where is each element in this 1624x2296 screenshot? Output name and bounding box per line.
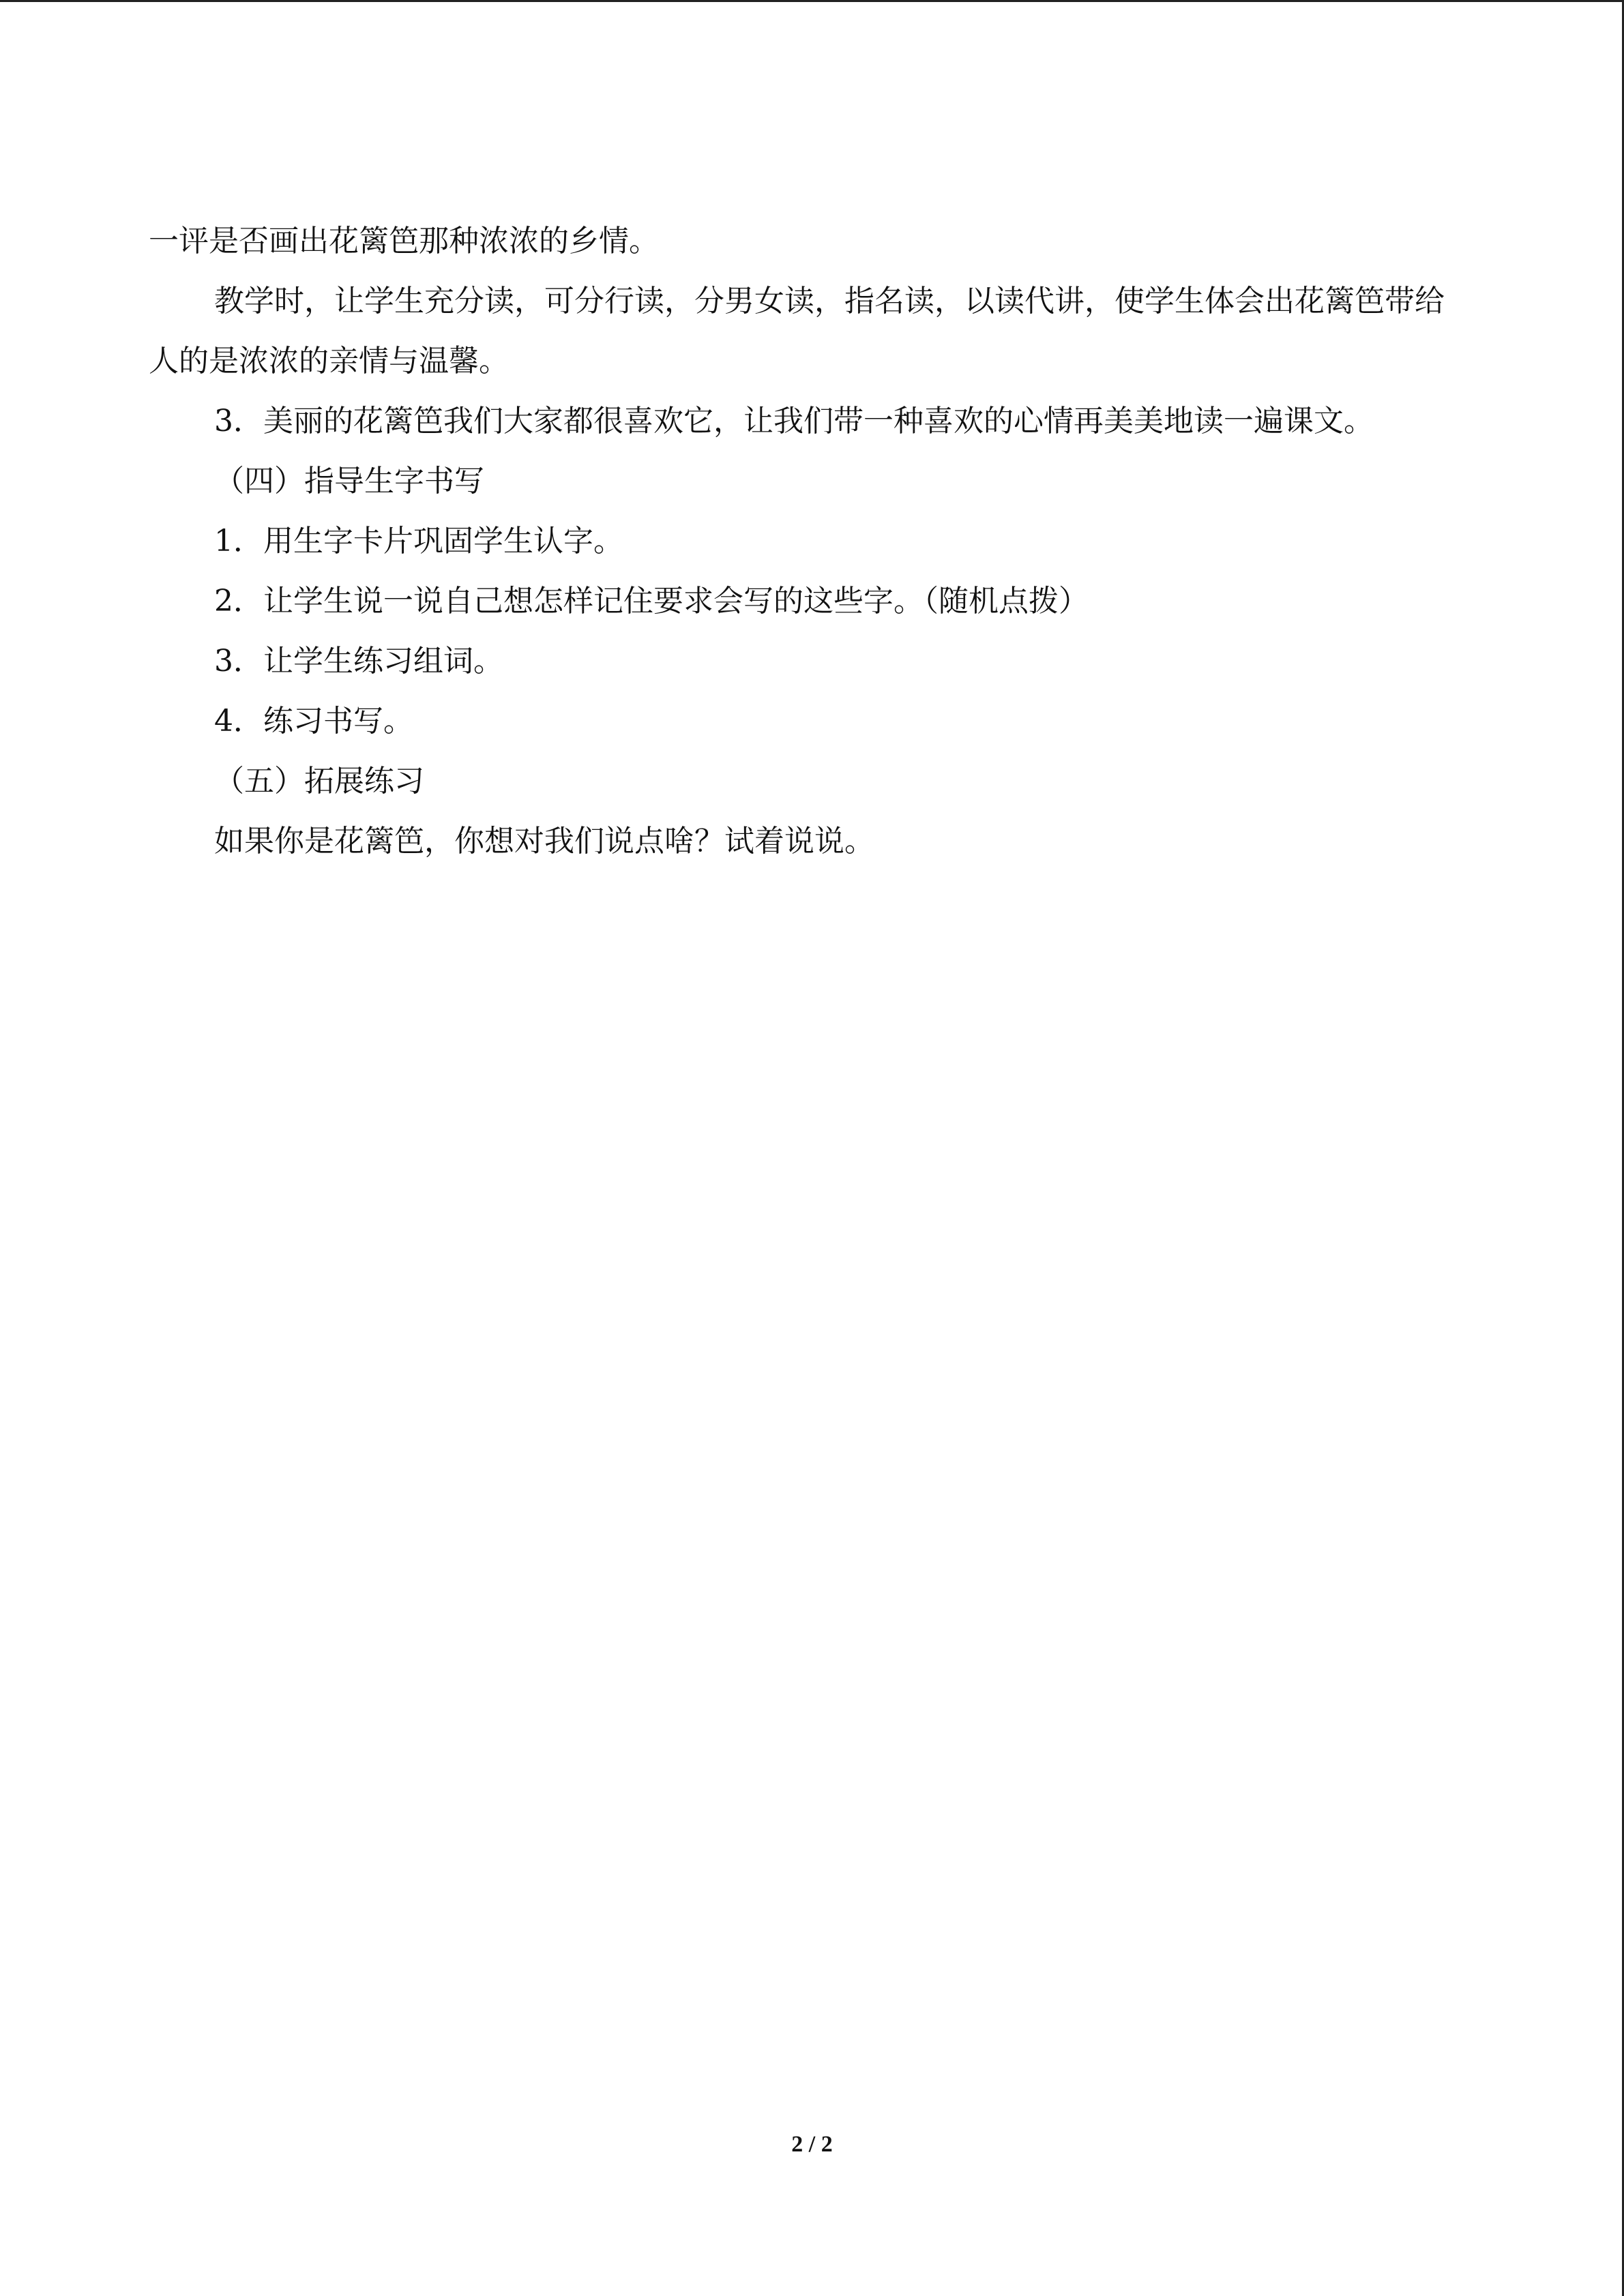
section-heading-5: （五）拓展练习 bbox=[214, 764, 424, 799]
list-item-4: 4．练习书写。 bbox=[214, 704, 413, 739]
page-number: 2 / 2 bbox=[791, 2132, 833, 2157]
paragraph-step-3-reading: 3．美丽的花篱笆我们大家都很喜欢它，让我们带一种喜欢的心情再美美地读一遍课文。 bbox=[214, 404, 1374, 438]
section-heading-4: （四）指导生字书写 bbox=[214, 464, 484, 498]
document-body bbox=[149, 211, 1486, 871]
list-item-3: 3．让学生练习组词。 bbox=[214, 644, 503, 679]
paragraph-extension-exercise: 如果你是花篱笆，你想对我们说点啥？试着说说。 bbox=[214, 824, 874, 859]
list-item-2: 2．让学生说一说自己想怎样记住要求会写的这些字。（随机点拨） bbox=[214, 584, 1089, 618]
paragraph-teaching-note: 教学时，让学生充分读，可分行读，分男女读，指名读，以读代讲，使学生体会出花篱笆带给人的是浓浓的亲情与温馨。 bbox=[149, 284, 1445, 378]
paragraph-continuation: 一评是否画出花篱笆那种浓浓的乡情。 bbox=[149, 224, 659, 258]
list-item-1: 1．用生字卡片巩固学生认字。 bbox=[214, 524, 623, 558]
